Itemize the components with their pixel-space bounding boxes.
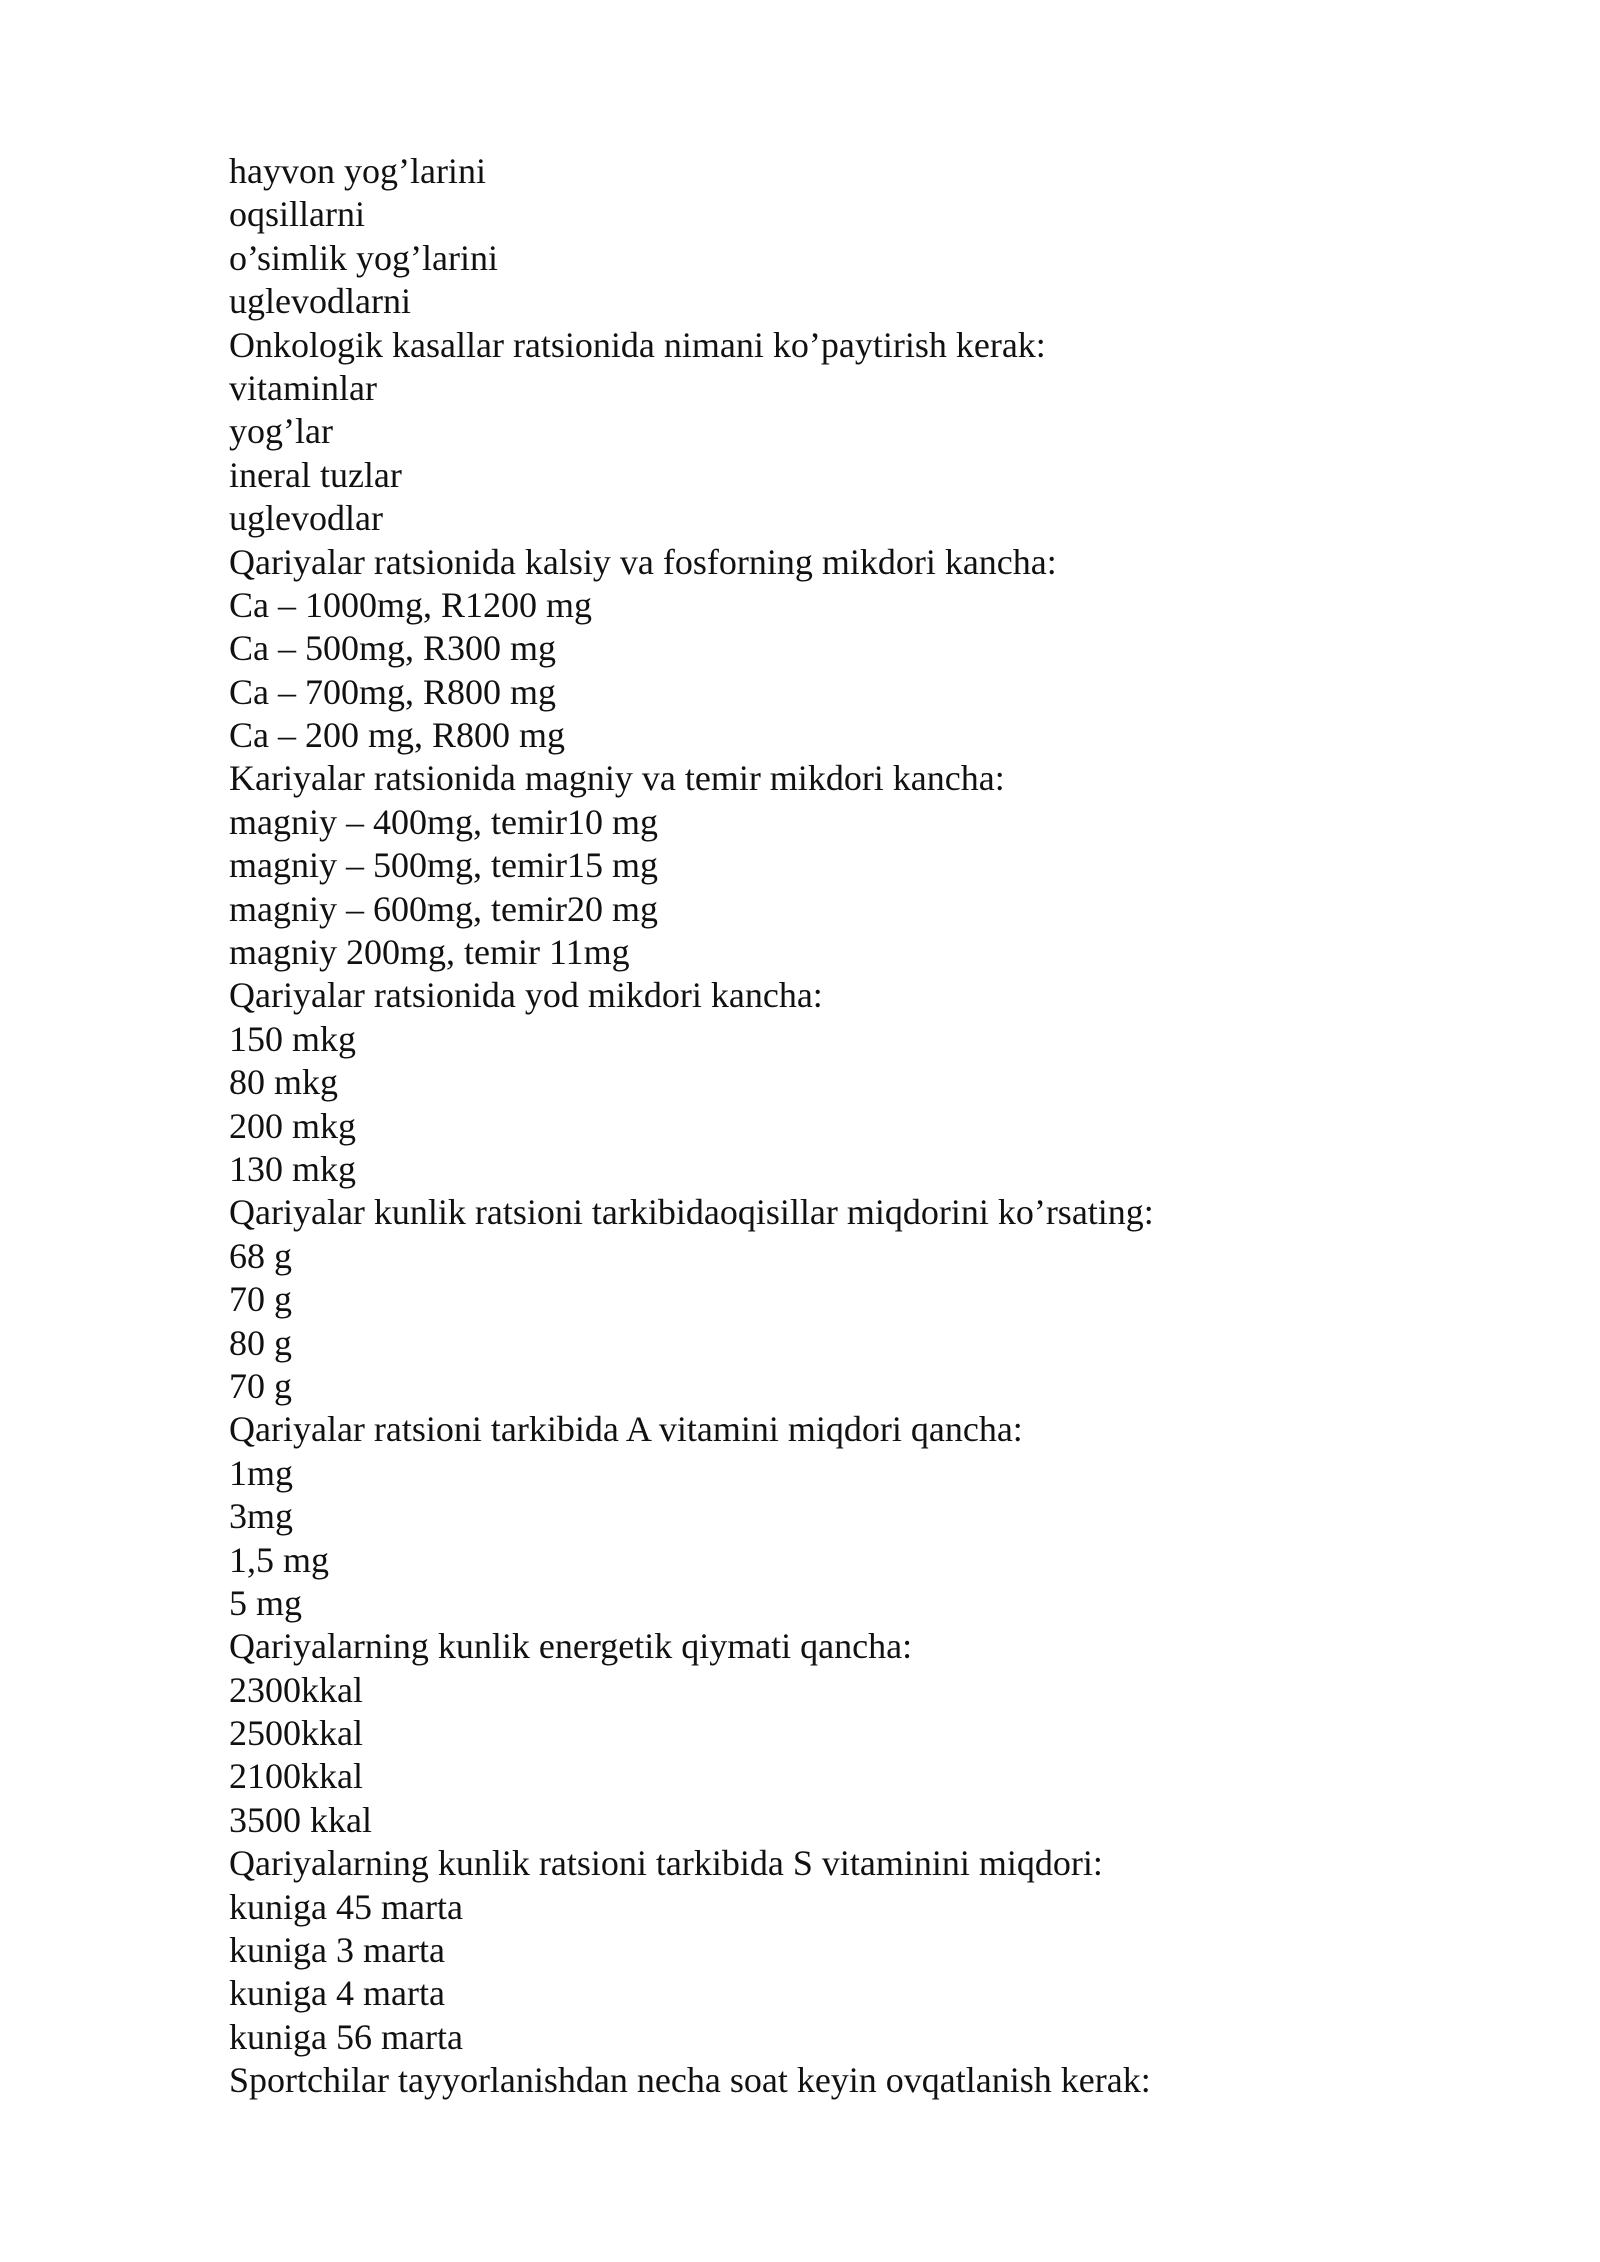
text-line: 1,5 mg <box>229 1539 330 1580</box>
question-line: Qariyalar ratsionida yod mikdori kancha: <box>229 975 823 1016</box>
text-line: 5 mg <box>229 1582 303 1623</box>
text-line: magniy 200mg, temir 11mg <box>229 932 630 973</box>
text-line: Ca – 700mg, R800 mg <box>229 671 557 712</box>
question-line: Qariyalarning kunlik energetik qiymati qancha: <box>229 1626 913 1667</box>
text-line: 200 mkg <box>229 1105 357 1146</box>
text-line: uglevodlarni <box>229 281 411 322</box>
text-line: 130 mkg <box>229 1148 357 1189</box>
text-line: 3mg <box>229 1496 294 1537</box>
question-line: Sportchilar tayyorlanishdan necha soat keyin ovqatlanish kerak: <box>229 2060 1151 2101</box>
text-line: uglevodlar <box>229 498 383 539</box>
text-line: 150 mkg <box>229 1018 357 1059</box>
text-line: 70 g <box>229 1279 292 1320</box>
text-line: kuniga 3 marta <box>229 1930 445 1971</box>
text-line: 80 g <box>229 1322 292 1363</box>
text-line: Ca – 1000mg, R1200 mg <box>229 584 593 625</box>
text-line: magniy – 600mg, temir20 mg <box>229 888 658 929</box>
text-line: 2300kkal <box>229 1669 363 1710</box>
text-line: vitaminlar <box>229 367 377 408</box>
document-text <box>229 150 1479 2103</box>
text-line: hayvon yog’larini <box>229 151 486 191</box>
text-line: yog’lar <box>229 411 333 452</box>
text-line: magniy – 500mg, temir15 mg <box>229 845 658 886</box>
text-line: 2100kkal <box>229 1756 363 1797</box>
text-line: magniy – 400mg, temir10 mg <box>229 801 658 842</box>
text-line: kuniga 56 marta <box>229 2016 463 2057</box>
question-line: Kariyalar ratsionida magniy va temir mikdori kancha: <box>229 758 1005 799</box>
text-line: ineral tuzlar <box>229 454 402 495</box>
text-line: o’simlik yog’larini <box>229 237 498 278</box>
text-line: Ca – 200 mg, R800 mg <box>229 715 566 756</box>
question-line: Qariyalar ratsioni tarkibida A vitamini miqdori qancha: <box>229 1409 1023 1450</box>
question-line: Qariyalar ratsionida kalsiy va fosforning mikdori kancha: <box>229 541 1057 582</box>
text-line: kuniga 45 marta <box>229 1886 463 1927</box>
text-line: 68 g <box>229 1235 292 1276</box>
text-line: kuniga 4 marta <box>229 1973 445 2014</box>
text-line: 2500kkal <box>229 1713 363 1754</box>
text-line: 1mg <box>229 1452 294 1493</box>
text-line: 80 mkg <box>229 1062 339 1103</box>
question-line: Onkologik kasallar ratsionida nimani ko’paytirish kerak: <box>229 324 1046 365</box>
text-line: 70 g <box>229 1365 292 1406</box>
text-line: oqsillarni <box>229 194 365 235</box>
text-line: 3500 kkal <box>229 1799 372 1840</box>
question-line: Qariyalar kunlik ratsioni tarkibidaoqisillar miqdorini ko’rsating: <box>229 1192 1154 1233</box>
text-line: Ca – 500mg, R300 mg <box>229 628 557 669</box>
question-line: Qariyalarning kunlik ratsioni tarkibida S vitaminini miqdori: <box>229 1843 1103 1884</box>
